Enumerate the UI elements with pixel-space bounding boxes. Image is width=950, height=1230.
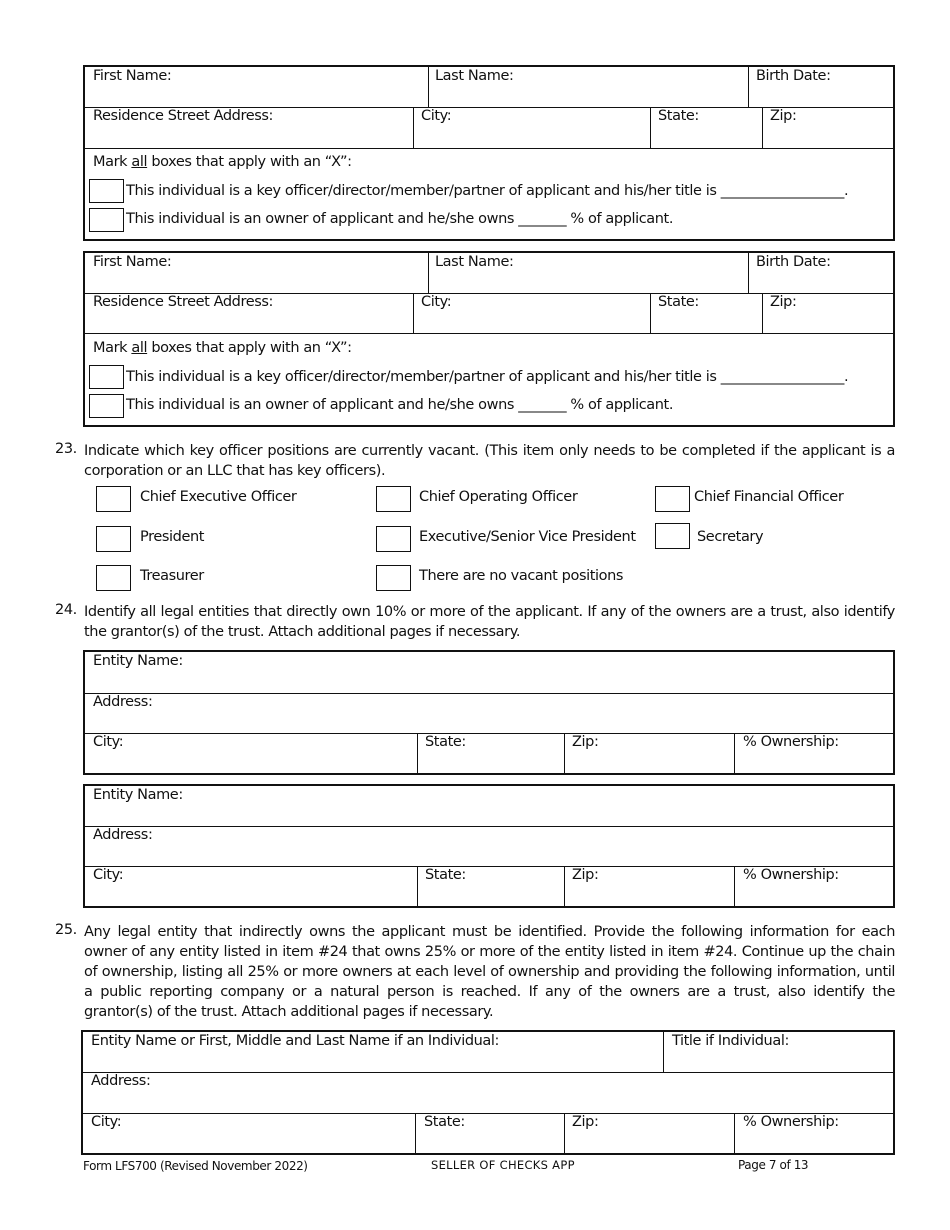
- page-number: Page 7 of 13: [738, 1158, 809, 1172]
- divider: [748, 253, 749, 293]
- street-address-field[interactable]: Residence Street Address:: [93, 108, 274, 124]
- divider: [85, 148, 893, 149]
- state-field[interactable]: State:: [658, 294, 699, 310]
- divider: [415, 1113, 416, 1155]
- vacant-treasurer-label: Treasurer: [140, 568, 204, 584]
- entity-name-field[interactable]: Entity Name:: [93, 653, 183, 669]
- direct-owner-entity-1: [83, 650, 895, 775]
- divider: [428, 67, 429, 107]
- mark-instruction: Mark all boxes that apply with an “X”:: [93, 154, 352, 170]
- no-vacant-positions-label: There are no vacant positions: [419, 568, 624, 584]
- divider: [734, 1113, 735, 1155]
- birth-date-field[interactable]: Birth Date:: [756, 254, 831, 270]
- last-name-field[interactable]: Last Name:: [435, 68, 514, 84]
- vacant-ceo-label: Chief Executive Officer: [140, 489, 297, 505]
- vacant-coo-checkbox[interactable]: [376, 486, 411, 512]
- owner-checkbox[interactable]: [89, 394, 124, 418]
- ownership-field[interactable]: % Ownership:: [743, 867, 839, 883]
- zip-field[interactable]: Zip:: [572, 1114, 599, 1130]
- divider: [83, 1072, 893, 1073]
- divider: [762, 107, 763, 148]
- address-field[interactable]: Address:: [93, 827, 153, 843]
- city-field[interactable]: City:: [421, 108, 452, 124]
- divider: [663, 1032, 664, 1072]
- question-24-text: Identify all legal entities that directly own 10% or more of the applicant. If any of the owners are a trust, also identify the grantor(s) of the trust. Attach additional pages if necessary.: [84, 604, 895, 640]
- vacant-treasurer-checkbox[interactable]: [96, 565, 131, 591]
- zip-field[interactable]: Zip:: [770, 294, 797, 310]
- divider: [564, 733, 565, 775]
- divider: [417, 866, 418, 908]
- owner-checkbox[interactable]: [89, 208, 124, 232]
- last-name-field[interactable]: Last Name:: [435, 254, 514, 270]
- question-25-number: 25.: [55, 922, 77, 938]
- city-field[interactable]: City:: [91, 1114, 122, 1130]
- key-officer-label: This individual is a key officer/director/member/partner of applicant and his/her title is __________________.: [126, 369, 849, 385]
- divider: [428, 253, 429, 293]
- owner-label: This individual is an owner of applicant and he/she owns _______ % of applicant.: [126, 211, 674, 227]
- question-23-text: Indicate which key officer positions are currently vacant. (This item only needs to be completed if the applicant is a corporation or an LLC that has key officers).: [84, 443, 895, 479]
- city-field[interactable]: City:: [93, 734, 124, 750]
- individual-title-field[interactable]: Title if Individual:: [672, 1033, 789, 1049]
- first-name-field[interactable]: First Name:: [93, 254, 172, 270]
- divider: [564, 1113, 565, 1155]
- vacant-evp-checkbox[interactable]: [376, 526, 411, 552]
- divider: [650, 293, 651, 333]
- mark-instruction: Mark all boxes that apply with an “X”:: [93, 340, 352, 356]
- vacant-evp-label: Executive/Senior Vice President: [419, 529, 636, 545]
- direct-owner-entity-2: [83, 784, 895, 908]
- state-field[interactable]: State:: [425, 867, 466, 883]
- state-field[interactable]: State:: [424, 1114, 465, 1130]
- entity-name-field[interactable]: Entity Name:: [93, 787, 183, 803]
- divider: [734, 866, 735, 908]
- key-officer-checkbox[interactable]: [89, 365, 124, 389]
- ownership-field[interactable]: % Ownership:: [743, 734, 839, 750]
- divider: [650, 107, 651, 148]
- individual-block-2: [83, 251, 895, 427]
- divider: [734, 733, 735, 775]
- indirect-owner-entity: [81, 1030, 895, 1155]
- individual-block-1: [83, 65, 895, 241]
- zip-field[interactable]: Zip:: [770, 108, 797, 124]
- birth-date-field[interactable]: Birth Date:: [756, 68, 831, 84]
- vacant-president-label: President: [140, 529, 205, 545]
- street-address-field[interactable]: Residence Street Address:: [93, 294, 274, 310]
- address-field[interactable]: Address:: [93, 694, 153, 710]
- zip-field[interactable]: Zip:: [572, 867, 599, 883]
- zip-field[interactable]: Zip:: [572, 734, 599, 750]
- divider: [417, 733, 418, 775]
- first-name-field[interactable]: First Name:: [93, 68, 172, 84]
- vacant-secretary-label: Secretary: [697, 529, 764, 545]
- address-field[interactable]: Address:: [91, 1073, 151, 1089]
- city-field[interactable]: City:: [93, 867, 124, 883]
- vacant-secretary-checkbox[interactable]: [655, 523, 690, 549]
- document-title: SELLER OF CHECKS APP: [431, 1158, 575, 1172]
- question-24-number: 24.: [55, 602, 77, 618]
- city-field[interactable]: City:: [421, 294, 452, 310]
- vacant-cfo-label: Chief Financial Officer: [694, 489, 844, 505]
- owner-label: This individual is an owner of applicant and he/she owns _______ % of applicant.: [126, 397, 674, 413]
- key-officer-checkbox[interactable]: [89, 179, 124, 203]
- question-25-text: Any legal entity that indirectly owns the applicant must be identified. Provide the following information for each owner of any entity listed in item #24 that owns 25% or more of the entity listed in item #24. Continue up the chain of ownership, listing all 25% or more owners at each level of ownership and providing the following information, until a public reporting company or a natural person is reached. If any of the owners are a trust, also identify the grantor(s) of the trust. Attach additional pages if necessary.: [84, 924, 895, 1020]
- divider: [413, 293, 414, 333]
- vacant-ceo-checkbox[interactable]: [96, 486, 131, 512]
- state-field[interactable]: State:: [425, 734, 466, 750]
- divider: [85, 693, 893, 694]
- divider: [85, 333, 893, 334]
- vacant-cfo-checkbox[interactable]: [655, 486, 690, 512]
- divider: [413, 107, 414, 148]
- vacant-coo-label: Chief Operating Officer: [419, 489, 578, 505]
- key-officer-label: This individual is a key officer/director/member/partner of applicant and his/her title is __________________.: [126, 183, 849, 199]
- divider: [762, 293, 763, 333]
- ownership-field[interactable]: % Ownership:: [743, 1114, 839, 1130]
- vacant-president-checkbox[interactable]: [96, 526, 131, 552]
- divider: [564, 866, 565, 908]
- divider: [85, 826, 893, 827]
- form-identifier: Form LFS700 (Revised November 2022): [83, 1159, 308, 1173]
- divider: [748, 67, 749, 107]
- entity-or-individual-name-field[interactable]: Entity Name or First, Middle and Last Name if an Individual:: [91, 1033, 500, 1049]
- no-vacant-positions-checkbox[interactable]: [376, 565, 411, 591]
- state-field[interactable]: State:: [658, 108, 699, 124]
- question-23-number: 23.: [55, 441, 77, 457]
